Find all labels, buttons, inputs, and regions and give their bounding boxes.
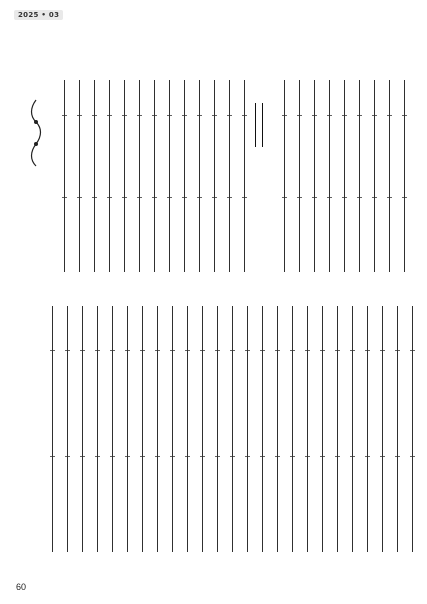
article-title-column [255,103,263,147]
page-number: 60 [16,582,27,592]
decorative-ornament-icon [26,98,46,168]
issue-label: 2025 • 03 [14,10,63,20]
